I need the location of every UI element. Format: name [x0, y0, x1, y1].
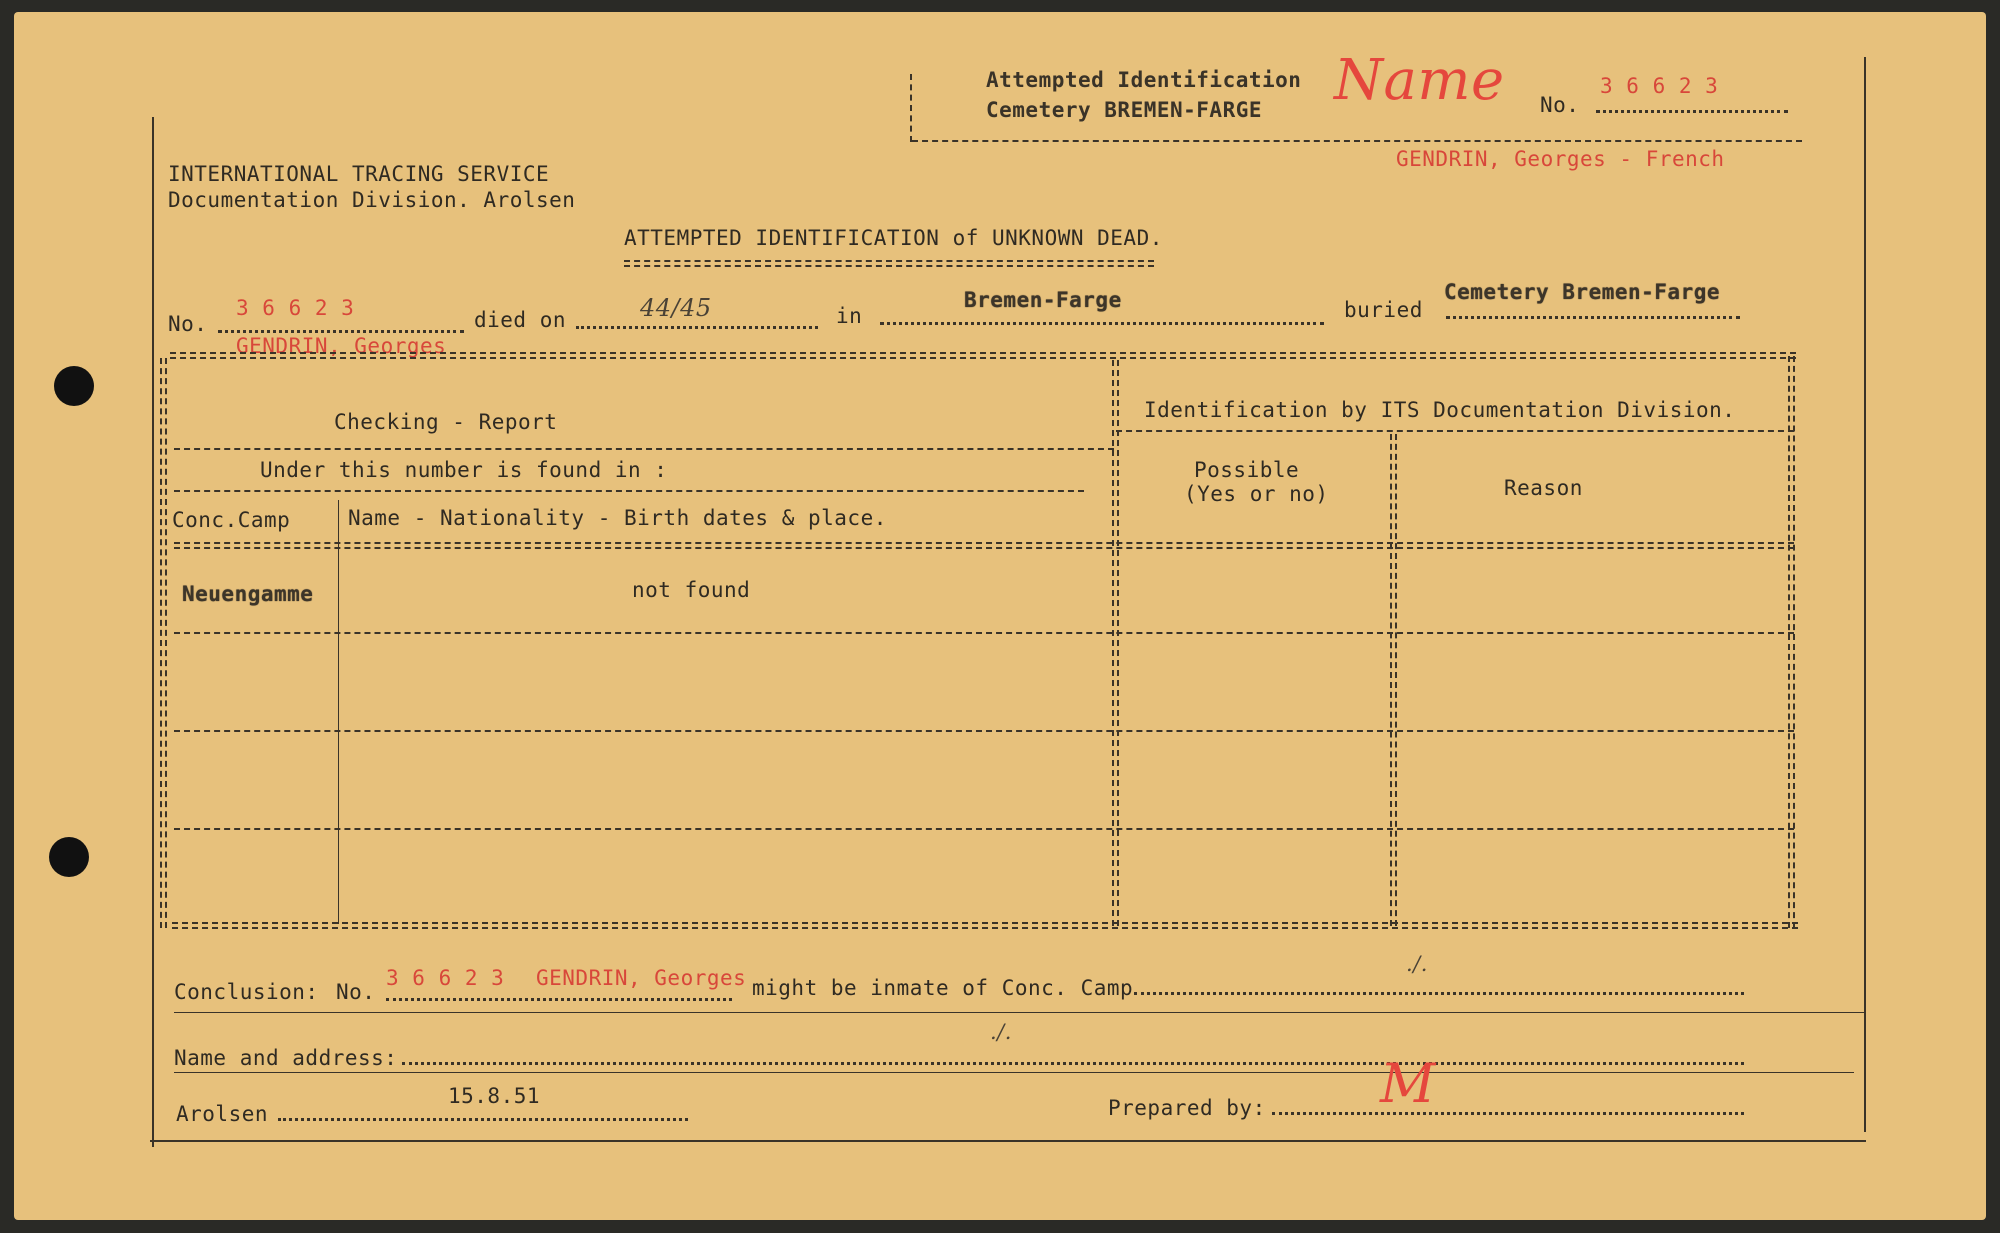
- name-address-underline: [174, 1072, 1854, 1073]
- conclusion-text: might be inmate of Conc. Camp: [752, 976, 1134, 1000]
- identification-header: Identification by ITS Documentation Division.: [1144, 398, 1736, 422]
- table-right-border: [1788, 356, 1795, 928]
- conclusion-camp-value: ./.: [1406, 952, 1428, 976]
- conclusion-name-value: GENDRIN, Georges: [536, 966, 747, 990]
- punch-hole-top: [54, 366, 94, 406]
- record-no-value: 3 6 6 2 3: [236, 296, 355, 320]
- under-number-bottom: [174, 490, 1084, 492]
- under-number-label: Under this number is found in :: [260, 458, 668, 482]
- document-card: [14, 12, 1986, 1220]
- row-3-bottom: [174, 828, 1794, 830]
- row-1-bottom: [174, 632, 1794, 634]
- record-in-value: Bremen-Farge: [964, 288, 1122, 312]
- conclusion-label: Conclusion:: [174, 980, 319, 1004]
- record-no-label: No.: [168, 312, 208, 336]
- issuer-line2: Documentation Division. Arolsen: [168, 188, 576, 212]
- col-possible-header-1: Possible: [1194, 458, 1300, 482]
- prepared-label: Prepared by:: [1108, 1096, 1266, 1120]
- place-label: Arolsen: [176, 1102, 269, 1126]
- conclusion-no-label: No.: [336, 980, 376, 1004]
- title-underline: [624, 260, 1154, 267]
- checking-header: Checking - Report: [334, 410, 558, 434]
- name-address-value: ./.: [990, 1020, 1012, 1044]
- header-no-value: 3 6 6 2 3: [1600, 74, 1719, 98]
- frame-left-line: [152, 117, 154, 1147]
- table-left-border: [160, 358, 167, 928]
- col-camp-header: Conc.Camp: [172, 508, 291, 532]
- record-buried-value: Cemetery Bremen-Farge: [1444, 280, 1721, 304]
- header-box-bottom: [912, 140, 1802, 142]
- table-middle-divider: [1112, 360, 1119, 926]
- header-person-line: GENDRIN, Georges - French: [1396, 147, 1725, 171]
- record-name-value: GENDRIN, Georges: [236, 334, 447, 358]
- col-name-header: Name - Nationality - Birth dates & place.: [348, 506, 887, 530]
- prepared-initial: M: [1380, 1052, 1436, 1115]
- identification-header-bottom: [1116, 430, 1794, 432]
- conclusion-underline: [174, 1012, 1864, 1013]
- record-no-dots: [218, 330, 464, 333]
- col-reason-header: Reason: [1504, 476, 1583, 500]
- conclusion-no-dots: [386, 998, 732, 1001]
- column-header-bottom: [174, 542, 1794, 549]
- header-box-left: [910, 74, 912, 142]
- handwritten-name: Name: [1334, 48, 1505, 113]
- col-possible-header-2: (Yes or no): [1184, 482, 1329, 506]
- frame-bottom-line: [150, 1140, 1866, 1142]
- name-address-dots: [402, 1062, 1744, 1065]
- conclusion-camp-dots: [1134, 992, 1744, 995]
- record-in-dots: [880, 322, 1324, 325]
- table-camp-divider: [338, 500, 339, 924]
- record-buried-label: buried: [1344, 298, 1423, 322]
- date-value: 15.8.51: [448, 1084, 541, 1108]
- record-buried-dots: [1446, 316, 1740, 319]
- table-bottom-border: [172, 922, 1798, 929]
- checking-header-bottom: [174, 448, 1114, 450]
- conclusion-no-value: 3 6 6 2 3: [386, 966, 505, 990]
- record-died-label: died on: [474, 308, 567, 332]
- issuer-line1: INTERNATIONAL TRACING SERVICE: [168, 162, 550, 186]
- attempted-label: Attempted Identification: [986, 68, 1302, 92]
- place-dots: [278, 1118, 688, 1121]
- frame-right-line: [1864, 57, 1866, 1132]
- table-reason-divider: [1390, 434, 1397, 926]
- record-died-value: 44/45: [640, 294, 712, 322]
- header-no-dots: [1596, 110, 1788, 113]
- record-died-dots: [576, 326, 818, 329]
- punch-hole-bottom: [49, 837, 89, 877]
- prepared-dots: [1272, 1112, 1744, 1115]
- row-2-bottom: [174, 730, 1794, 732]
- row-1-details: not found: [632, 578, 751, 602]
- row-1-camp: Neuengamme: [182, 582, 314, 606]
- header-no-label: No.: [1540, 93, 1580, 117]
- record-in-label: in: [836, 304, 863, 328]
- name-address-label: Name and address:: [174, 1046, 398, 1070]
- cemetery-label: Cemetery BREMEN-FARGE: [986, 98, 1263, 122]
- document-title: ATTEMPTED IDENTIFICATION of UNKNOWN DEAD.: [624, 226, 1163, 250]
- table-top-border: [170, 352, 1796, 359]
